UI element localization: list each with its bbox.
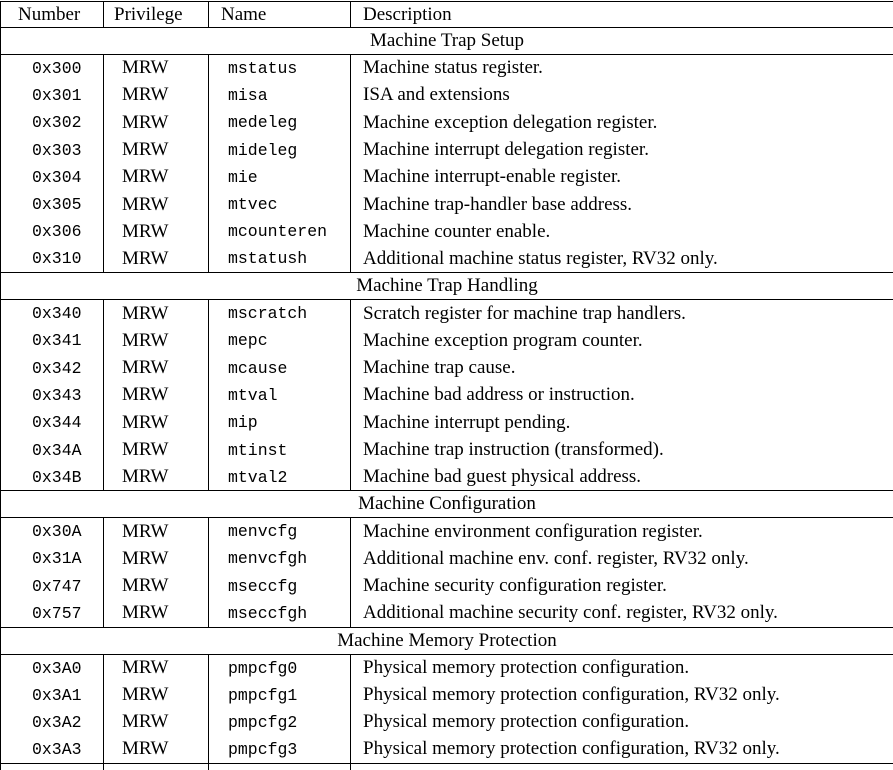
- csr-name-cell: mcounteren: [209, 218, 351, 245]
- csr-row: [1, 82, 893, 109]
- csr-privilege-cell: MRW: [104, 518, 209, 545]
- csr-row: [1, 136, 893, 163]
- csr-privilege-cell: MRW: [104, 164, 209, 191]
- csr-description-cell: Machine trap-handler base address.: [363, 193, 633, 215]
- csr-name-cell: mseccfg: [209, 573, 351, 600]
- csr-name-cell: mepc: [209, 327, 351, 354]
- column-header-number: Number: [1, 2, 104, 28]
- csr-name-cell: mtval: [209, 382, 351, 409]
- csr-description-cell: ISA and extensions: [363, 84, 510, 106]
- csr-description-cell: Machine counter enable.: [363, 220, 551, 242]
- column-header-description: Description: [351, 2, 893, 28]
- csr-description-cell: Machine interrupt pending.: [363, 411, 571, 433]
- csr-name-cell: menvcfg: [209, 518, 351, 545]
- section-title: Machine Configuration: [1, 491, 893, 518]
- csr-number-cell: 0x3A3: [1, 736, 104, 763]
- csr-row: [1, 382, 893, 409]
- csr-name-cell: pmpcfg1: [209, 681, 351, 708]
- csr-privilege-cell: MRW: [104, 573, 209, 600]
- csr-privilege-cell: MRW: [104, 300, 209, 327]
- cutoff-cell: [1, 763, 104, 770]
- csr-privilege-cell: MRW: [104, 218, 209, 245]
- csr-name-cell: mie: [209, 164, 351, 191]
- csr-row: [1, 164, 893, 191]
- csr-row: [1, 600, 893, 627]
- csr-privilege-cell: MRW: [104, 382, 209, 409]
- csr-row: [1, 191, 893, 218]
- cutoff-row: [1, 763, 893, 770]
- csr-privilege-cell: MRW: [104, 82, 209, 109]
- csr-row: [1, 327, 893, 354]
- csr-description-cell: Machine exception program counter.: [363, 329, 643, 351]
- csr-name-cell: medeleg: [209, 109, 351, 136]
- csr-description-cell: Additional machine security conf. register, RV32 only.: [363, 602, 778, 624]
- csr-table-body: [1, 28, 893, 764]
- csr-description-cell: Machine interrupt-enable register.: [363, 166, 621, 188]
- csr-name-cell: mtvec: [209, 191, 351, 218]
- csr-number-cell: 0x305: [1, 191, 104, 218]
- csr-number-cell: 0x344: [1, 409, 104, 436]
- csr-name-cell: menvcfgh: [209, 545, 351, 572]
- section-header-row: [1, 273, 893, 300]
- csr-number-cell: 0x30A: [1, 518, 104, 545]
- csr-number-cell: 0x304: [1, 164, 104, 191]
- column-header-name: Name: [209, 2, 351, 28]
- csr-number-cell: 0x303: [1, 136, 104, 163]
- csr-privilege-cell: MRW: [104, 109, 209, 136]
- csr-number-cell: 0x310: [1, 246, 104, 273]
- csr-name-cell: misa: [209, 82, 351, 109]
- csr-name-cell: mideleg: [209, 136, 351, 163]
- csr-number-cell: 0x300: [1, 55, 104, 82]
- cutoff-cell: [209, 763, 351, 770]
- column-header-row: [1, 2, 893, 28]
- csr-number-cell: 0x34B: [1, 464, 104, 491]
- csr-name-cell: pmpcfg0: [209, 654, 351, 681]
- csr-description-cell: Scratch register for machine trap handlers.: [363, 302, 686, 324]
- csr-privilege-cell: MRW: [104, 654, 209, 681]
- csr-row: [1, 681, 893, 708]
- csr-row: [1, 573, 893, 600]
- csr-row: [1, 518, 893, 545]
- csr-description-cell: Additional machine status register, RV32 only.: [363, 247, 718, 269]
- csr-description-cell: Machine security configuration register.: [363, 575, 667, 597]
- column-header-privilege: Privilege: [104, 2, 209, 28]
- csr-description-cell: Physical memory protection configuration.: [363, 657, 690, 679]
- csr-description-cell: Additional machine env. conf. register, RV32 only.: [363, 547, 749, 569]
- csr-name-cell: mtinst: [209, 436, 351, 463]
- csr-row: [1, 109, 893, 136]
- csr-description-cell: Machine environment configuration register.: [363, 520, 703, 542]
- csr-name-cell: pmpcfg3: [209, 736, 351, 763]
- section-title: Machine Memory Protection: [1, 627, 893, 654]
- csr-description-cell: Machine bad address or instruction.: [363, 384, 635, 406]
- csr-row: [1, 545, 893, 572]
- section-header-row: [1, 627, 893, 654]
- csr-privilege-cell: MRW: [104, 436, 209, 463]
- csr-privilege-cell: MRW: [104, 327, 209, 354]
- csr-number-cell: 0x3A0: [1, 654, 104, 681]
- csr-row: [1, 409, 893, 436]
- csr-name-cell: mip: [209, 409, 351, 436]
- csr-privilege-cell: MRW: [104, 600, 209, 627]
- csr-number-cell: 0x342: [1, 354, 104, 381]
- csr-row: [1, 354, 893, 381]
- csr-number-cell: 0x747: [1, 573, 104, 600]
- csr-description-cell: Physical memory protection configuration, RV32 only.: [363, 738, 780, 760]
- csr-number-cell: 0x757: [1, 600, 104, 627]
- csr-privilege-cell: MRW: [104, 191, 209, 218]
- csr-table: [0, 1, 893, 770]
- csr-row: [1, 709, 893, 736]
- csr-row: [1, 464, 893, 491]
- csr-description-cell: Machine exception delegation register.: [363, 111, 658, 133]
- csr-row: [1, 736, 893, 763]
- csr-name-cell: mseccfgh: [209, 600, 351, 627]
- csr-privilege-cell: MRW: [104, 681, 209, 708]
- csr-name-cell: mtval2: [209, 464, 351, 491]
- csr-privilege-cell: MRW: [104, 709, 209, 736]
- csr-number-cell: 0x34A: [1, 436, 104, 463]
- csr-privilege-cell: MRW: [104, 136, 209, 163]
- csr-name-cell: mscratch: [209, 300, 351, 327]
- csr-privilege-cell: MRW: [104, 409, 209, 436]
- csr-privilege-cell: MRW: [104, 354, 209, 381]
- csr-row: [1, 218, 893, 245]
- csr-privilege-cell: MRW: [104, 246, 209, 273]
- csr-description-cell: Machine trap instruction (transformed).: [363, 439, 664, 460]
- csr-description-cell: Machine bad guest physical address.: [363, 466, 642, 488]
- csr-row: [1, 436, 893, 463]
- cutoff-cell: [351, 763, 893, 770]
- csr-number-cell: 0x3A2: [1, 709, 104, 736]
- csr-privilege-cell: MRW: [104, 464, 209, 491]
- section-header-row: [1, 491, 893, 518]
- csr-description-cell: Machine trap cause.: [363, 357, 516, 379]
- csr-name-cell: mstatus: [209, 55, 351, 82]
- csr-row: [1, 55, 893, 82]
- csr-row: [1, 246, 893, 273]
- csr-privilege-cell: MRW: [104, 545, 209, 572]
- csr-row: [1, 300, 893, 327]
- csr-privilege-cell: MRW: [104, 55, 209, 82]
- csr-number-cell: 0x31A: [1, 545, 104, 572]
- csr-number-cell: 0x301: [1, 82, 104, 109]
- csr-number-cell: 0x306: [1, 218, 104, 245]
- csr-number-cell: 0x302: [1, 109, 104, 136]
- csr-number-cell: 0x3A1: [1, 681, 104, 708]
- csr-name-cell: mcause: [209, 354, 351, 381]
- csr-number-cell: 0x340: [1, 300, 104, 327]
- section-title: Machine Trap Handling: [1, 273, 893, 300]
- csr-row: [1, 654, 893, 681]
- csr-description-cell: Physical memory protection configuration.: [363, 711, 690, 733]
- csr-name-cell: mstatush: [209, 246, 351, 273]
- csr-number-cell: 0x341: [1, 327, 104, 354]
- section-title: Machine Trap Setup: [1, 28, 893, 55]
- csr-description-cell: Machine interrupt delegation register.: [363, 139, 649, 161]
- csr-name-cell: pmpcfg2: [209, 709, 351, 736]
- csr-table-cutoff: [1, 763, 893, 770]
- csr-privilege-cell: MRW: [104, 736, 209, 763]
- csr-number-cell: 0x343: [1, 382, 104, 409]
- csr-description-cell: Physical memory protection configuration, RV32 only.: [363, 684, 780, 706]
- section-header-row: [1, 28, 893, 55]
- csr-description-cell: Machine status register.: [363, 57, 543, 79]
- cutoff-cell: [104, 763, 209, 770]
